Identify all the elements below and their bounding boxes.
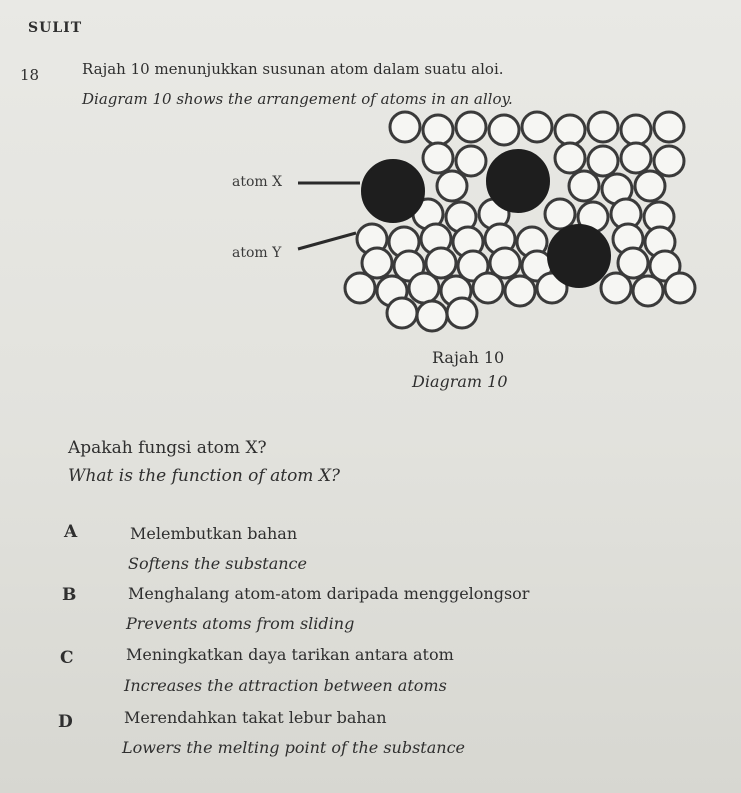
option-a-letter: A [64,522,78,542]
atom-y-circle [437,171,467,201]
atom-y-circle [409,273,439,303]
atom-y-circle [588,146,618,176]
atom-y-circle [601,273,631,303]
option-d-malay: Merendahkan takat lebur bahan [124,708,387,727]
atom-x-1 [362,160,424,222]
atom-y-circle [654,112,684,142]
label-y-pointer [298,233,356,249]
atom-y-circle [569,171,599,201]
option-c-english: Increases the attraction between atoms [124,676,447,695]
atom-y-circle [522,112,552,142]
diagram-caption-malay: Rajah 10 [432,348,505,367]
label-atom-y: atom Y [232,245,282,261]
atom-y-circle [345,273,375,303]
atom-y-circle [621,115,651,145]
option-a-malay: Melembutkan bahan [130,524,298,543]
label-atom-x: atom X [232,174,283,190]
atom-y-circle [633,276,663,306]
atom-y-circle [423,143,453,173]
atom-y-circle [505,276,535,306]
question-stem-english: Diagram 10 shows the arrangement of atoms in an alloy. [82,90,513,108]
option-c-letter: C [60,648,74,668]
atom-y-circle [545,199,575,229]
atom-x-3 [548,225,610,287]
atom-y-circle [390,112,420,142]
atom-y-circle [423,115,453,145]
atom-y-circle [417,301,447,331]
ask-english: What is the function of atom X? [68,466,341,486]
option-d-english: Lowers the melting point of the substance [122,738,466,757]
atom-y-circle [489,115,519,145]
option-b-letter: B [62,585,77,605]
ask-malay: Apakah fungsi atom X? [68,438,267,458]
option-c-malay: Meningkatkan daya tarikan antara atom [126,645,454,664]
atom-y-circle [555,143,585,173]
atom-y-circle [635,171,665,201]
option-a-english: Softens the substance [128,554,307,573]
atom-y-circle [654,146,684,176]
option-d-letter: D [58,712,73,732]
atom-y-circle [456,112,486,142]
atom-y-circle [621,143,651,173]
atom-x-2 [487,150,549,212]
header-sulit: SULIT [28,20,83,36]
diagram-caption-english: Diagram 10 [412,372,508,391]
atom-y-circle [473,273,503,303]
atom-y-circle [456,146,486,176]
question-number: 18 [20,66,40,84]
atom-y-circle [665,273,695,303]
atom-y-circle [387,298,417,328]
atom-y-circle [555,115,585,145]
option-b-english: Prevents atoms from sliding [126,614,355,633]
atom-y-circle [447,298,477,328]
atom-y-circle [588,112,618,142]
question-stem-malay: Rajah 10 menunjukkan susunan atom dalam suatu aloi. [82,60,504,78]
option-b-malay: Menghalang atom-atom daripada menggelongsor [128,584,530,603]
